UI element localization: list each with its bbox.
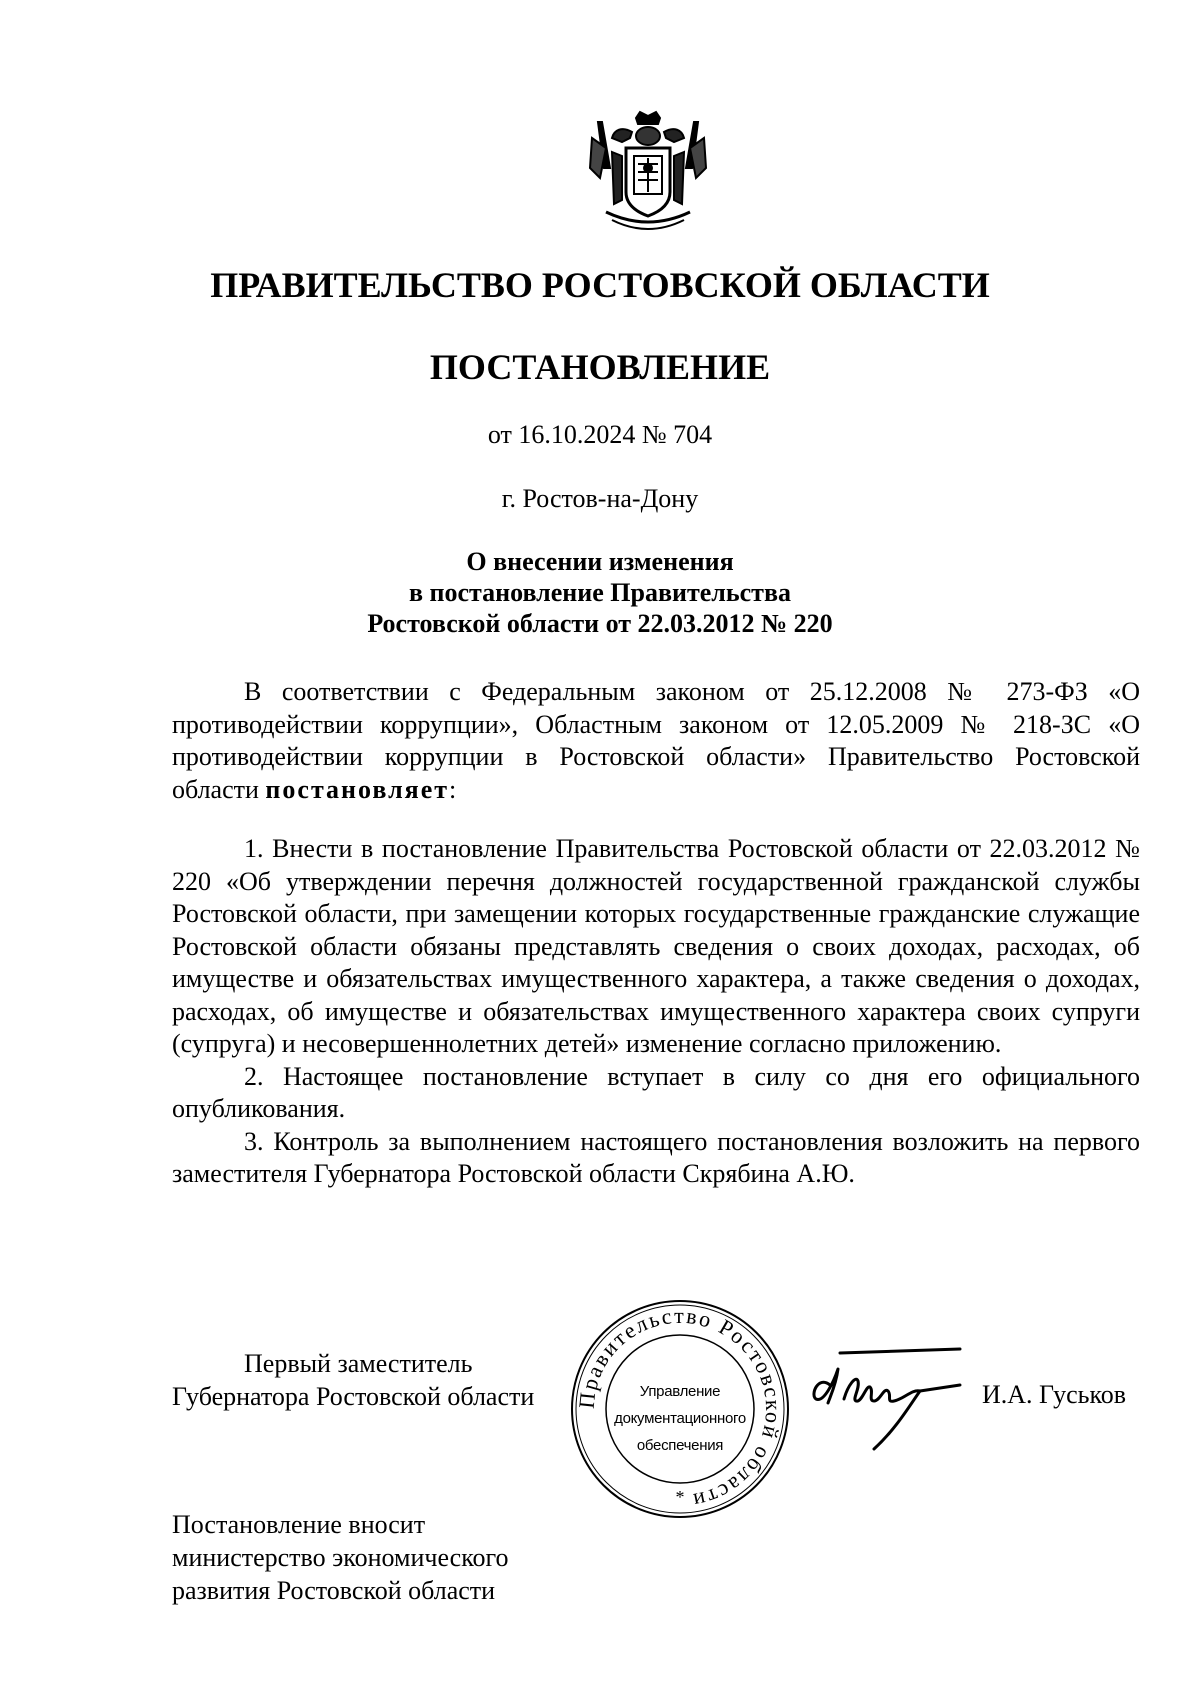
seal-inner-line: документационного	[614, 1410, 746, 1427]
preamble-text: В соответствии с Федеральным законом от 25.12.2008 № 273-ФЗ «О противодействии коррупции», Областным законом от 12.05.2009 № 218-ЗС «О противодействии коррупции в Ростовской области» Правительство Ростовской области	[172, 677, 1140, 804]
submitter-note-line: министерство экономического	[172, 1543, 509, 1572]
preamble-colon: :	[449, 774, 457, 804]
seal-inner-line: обеспечения	[636, 1437, 724, 1454]
coat-of-arms-icon	[582, 108, 714, 240]
city: г. Ростов-на-Дону	[501, 484, 699, 513]
document-subject	[0, 546, 1200, 639]
seal-ring-text: Правительство Ростовской области	[573, 1302, 787, 1515]
resolution-item-3: 3. Контроль за выполнением настоящего постановления возложить на первого заместителя Губернатора Ростовской области Скрябина А.Ю.	[172, 1126, 1140, 1188]
resolution-item-1: 1. Внести в постановление Правительства Ростовской области от 22.03.2012 № 220 «Об утверждении перечня должностей государственной гражданской службы Ростовской области, при замещении которых государственные гражданские служащие Ростовской области обязаны представлять сведения о своих доходах, расходах, об имуществе и обязательствах имущественного характера, а также сведения о доходах, расходах, об имуществе и обязательствах имущественного характера своих супруги (супруга) и несовершеннолетних детей» изменение согласно приложению.	[172, 834, 1140, 1058]
document-type: ПОСТАНОВЛЕНИЕ	[429, 347, 771, 387]
resolution-verb: постановляет	[265, 774, 450, 804]
date-and-number: от 16.10.2024 № 704	[487, 420, 713, 449]
signatory-title-line: Первый заместитель	[244, 1349, 473, 1378]
submitter-note-line: Постановление вносит	[172, 1510, 426, 1539]
seal-inner-text	[606, 1378, 754, 1459]
seal-star: *	[675, 1487, 685, 1507]
signatory-title	[172, 1347, 534, 1413]
signatory-title-line: Губернатора Ростовской области	[172, 1382, 535, 1411]
resolution-items	[172, 833, 1140, 1191]
seal-inner-line: Управление	[639, 1383, 721, 1400]
organization-title: ПРАВИТЕЛЬСТВО РОСТОВСКОЙ ОБЛАСТИ	[210, 265, 990, 305]
preamble	[172, 676, 1140, 806]
signatory-name: И.А. Гуськов	[982, 1380, 1127, 1409]
submitter-note-line: развития Ростовской области	[172, 1576, 496, 1605]
handwritten-signature	[800, 1345, 970, 1455]
subject-line: О внесении изменения	[466, 547, 734, 576]
resolution-item-2: 2. Настоящее постановление вступает в силу со дня его официального опубликования.	[172, 1061, 1140, 1123]
subject-line: Ростовской области от 22.03.2012 № 220	[367, 609, 833, 638]
submitter-note	[172, 1508, 509, 1607]
subject-line: в постановление Правительства	[408, 578, 791, 607]
